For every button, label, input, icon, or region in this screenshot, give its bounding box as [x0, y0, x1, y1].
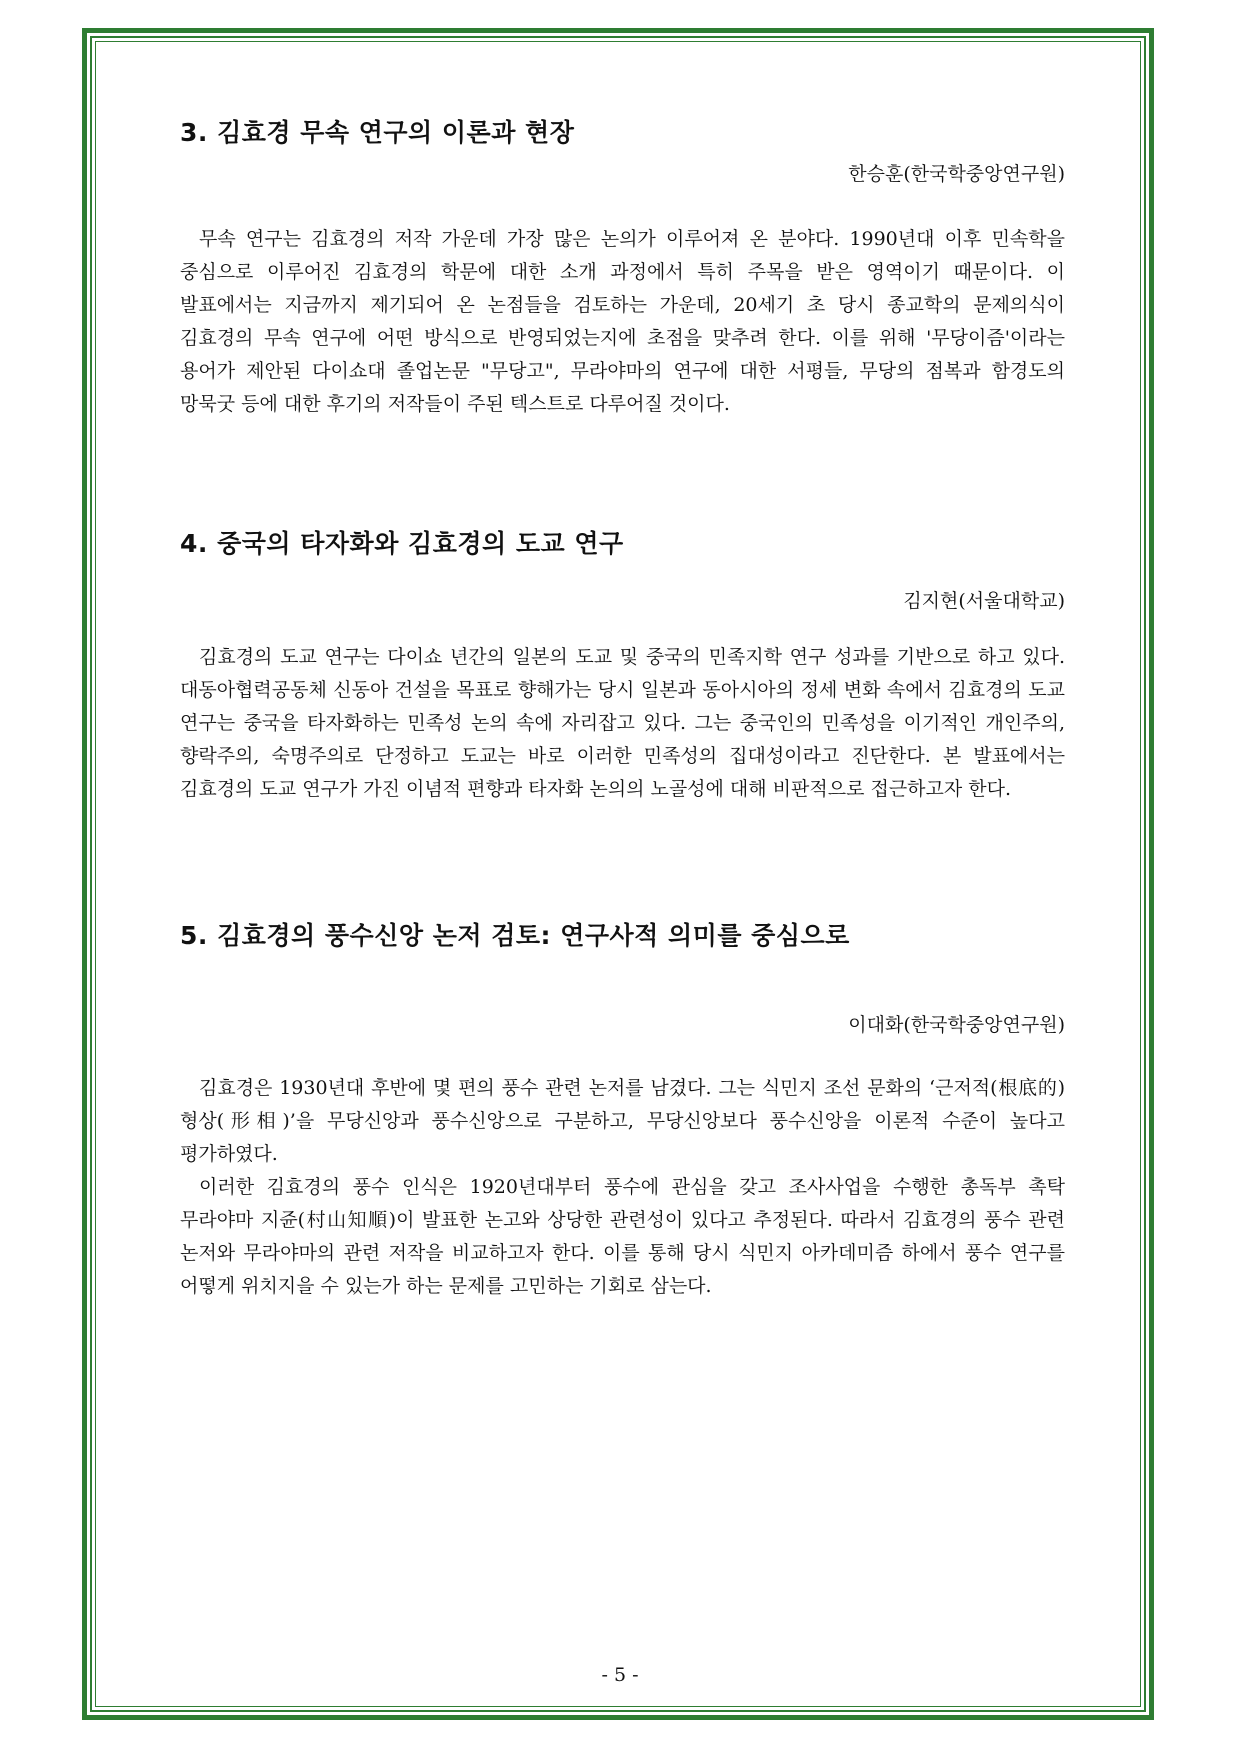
section-5-title: 5. 김효경의 풍수신앙 논저 검토: 연구사적 의미를 중심으로 [180, 921, 850, 950]
section-4-author: 김지현(서울대학교) [903, 590, 1065, 612]
section-5-paragraph-1: 김효경은 1930년대 후반에 몇 편의 풍수 관련 논저를 남겼다. 그는 식민지 조선 문화의 ‘근저적(根底的) 형상(形相)’을 무당신앙과 풍수신앙으로 구분하고, 무당신앙보다 풍수신앙을 이론적 수준이 높다고 평가하였다. [180, 1077, 1065, 1165]
section-4-paragraph-1: 김효경의 도교 연구는 다이쇼 년간의 일본의 도교 및 중국의 민족지학 연구 성과를 기반으로 하고 있다. 대동아협력공동체 신동아 건설을 목표로 향해가는 당시 일본과 동아시아의 정세 변화 속에서 김효경의 도교 연구는 중국을 타자화하는 민족성 논의 속에 자리잡고 있다. 그는 중국인의 민족성을 이기적인 개인주의, 향락주의, 숙명주의로 단정하고 도교는 바로 이러한 민족성의 집대성이라고 진단한다. 본 발표에서는 김효경의 도교 연구가 가진 이념적 편향과 타자화 논의의 노골성에 대해 비판적으로 접근하고자 한다. [180, 646, 1065, 800]
section-4-title: 4. 중국의 타자화와 김효경의 도교 연구 [180, 529, 624, 558]
section-3-title: 3. 김효경 무속 연구의 이론과 현장 [180, 118, 575, 147]
section-3-author: 한승훈(한국학중앙연구원) [848, 163, 1065, 185]
page-number: - 5 - [601, 1664, 639, 1686]
section-3-paragraph-1: 무속 연구는 김효경의 저작 가운데 가장 많은 논의가 이루어져 온 분야다. 1990년대 이후 민속학을 중심으로 이루어진 김효경의 학문에 대한 소개 과정에서 특히 주목을 받은 영역이기 때문이다. 이 발표에서는 지금까지 제기되어 온 논점들을 검토하는 가운데, 20세기 초 당시 종교학의 문제의식이 김효경의 무속 연구에 어떤 방식으로 반영되었는지에 초점을 맞추려 한다. 이를 위해 '무당이즘'이라는 용어가 제안된 다이쇼대 졸업논문 "무당고", 무라야마의 연구에 대한 서평들, 무당의 점복과 함경도의 망묵굿 등에 대한 후기의 저작들이 주된 텍스트로 다루어질 것이다. [180, 228, 1065, 415]
section-5-paragraph-2: 이러한 김효경의 풍수 인식은 1920년대부터 풍수에 관심을 갖고 조사사업을 수행한 총독부 촉탁 무라야마 지쥰(村山知順)이 발표한 논고와 상당한 관련성이 있다고 추정된다. 따라서 김효경의 풍수 관련 논저와 무라야마의 관련 저작을 비교하고자 한다. 이를 통해 당시 식민지 아카데미즘 하에서 풍수 연구를 어떻게 위치지을 수 있는가 하는 문제를 고민하는 기회로 삼는다. [180, 1176, 1065, 1297]
section-5-author: 이대화(한국학중앙연구원) [848, 1014, 1065, 1036]
